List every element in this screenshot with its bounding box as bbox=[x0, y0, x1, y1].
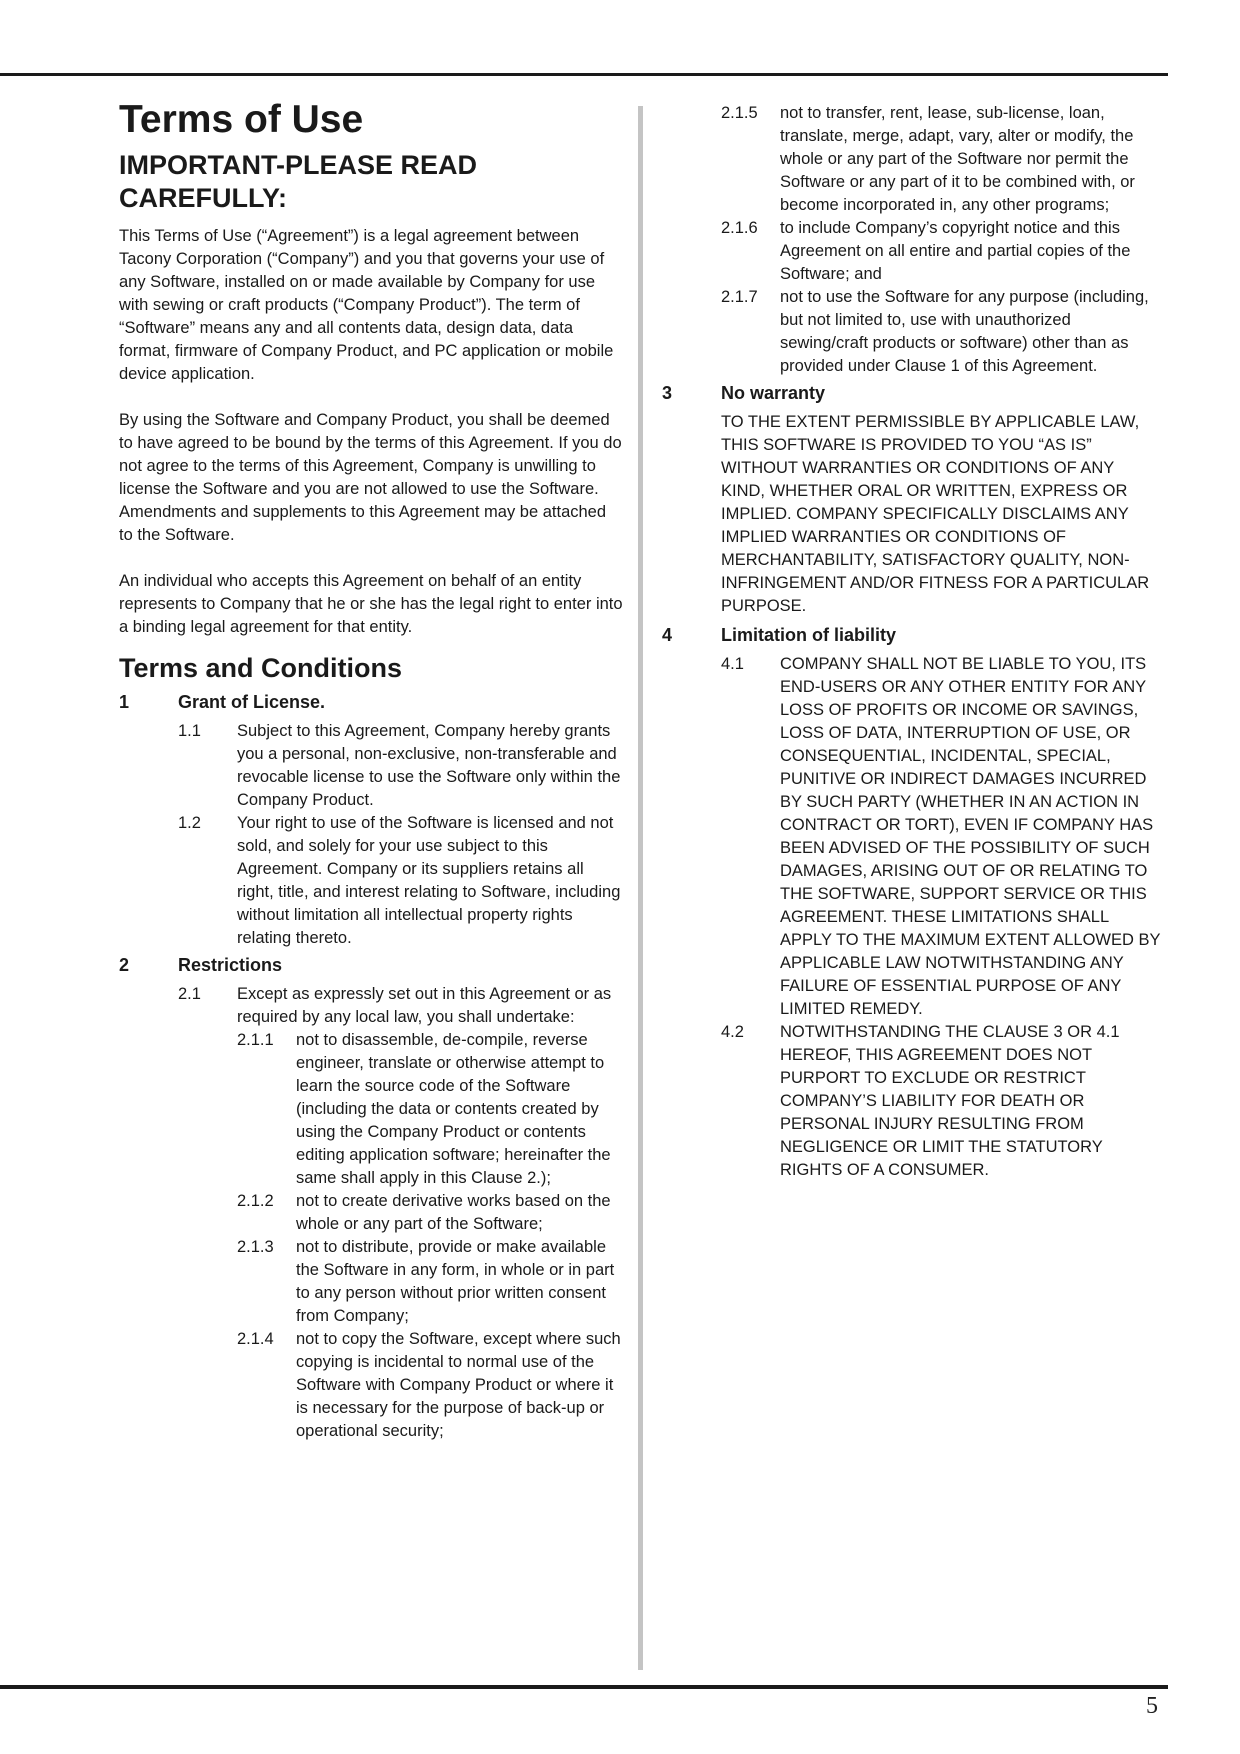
clause-number: 2.1 bbox=[178, 985, 201, 1003]
clause-text: not to create derivative works based on the whole or any part of the Software; bbox=[296, 1192, 611, 1233]
page-title: Terms of Use bbox=[119, 98, 364, 141]
section-4-heading bbox=[662, 624, 1162, 647]
intro-paragraph-2: By using the Software and Company Product, you shall be deemed to have agreed to be bound by the terms of this Agreement. If you do not agree to the terms of this Agreement, Company is unwilling to license the Software and you are not allowed to use the Software. Amendments and supplements to this Agreement may be attached to the Software. bbox=[119, 411, 622, 544]
intro-paragraph-3: An individual who accepts this Agreement on behalf of an entity represents to Company that he or she has the legal right to enter into a binding legal agreement for that entity. bbox=[119, 572, 623, 636]
section-number: 1 bbox=[119, 692, 130, 712]
clause-text: Except as expressly set out in this Agreement or as required by any local law, you shall undertake: bbox=[237, 985, 612, 1026]
clause-4-1 bbox=[662, 653, 1162, 1021]
clause-2-1-3 bbox=[119, 1236, 623, 1328]
section-3-heading bbox=[662, 382, 1162, 405]
clause-number: 2.1.5 bbox=[721, 104, 758, 122]
clause-number: 1.2 bbox=[178, 814, 201, 832]
clause-1-2 bbox=[119, 812, 623, 950]
clause-number: 2.1.4 bbox=[237, 1330, 274, 1348]
clause-4-2 bbox=[662, 1021, 1162, 1182]
clause-2-1-2 bbox=[119, 1190, 623, 1236]
no-warranty-text: TO THE EXTENT PERMISSIBLE BY APPLICABLE LAW, THIS SOFTWARE IS PROVIDED TO YOU “AS IS” WITHOUT WARRANTIES OR CONDITIONS OF ANY KIND, WHETHER ORAL OR WRITTEN, EXPRESS OR IMPLIED. COMPANY SPECIFICALLY DISCLAIMS ANY IMPLIED WARRANTIES OR CONDITIONS OF MERCHANTABILITY, SATISFACTORY QUALITY, NON-INFRINGEMENT AND/OR FITNESS FOR A PARTICULAR PURPOSE. bbox=[721, 413, 1150, 615]
section-2-heading bbox=[119, 954, 623, 977]
clause-2-1-5 bbox=[662, 102, 1162, 217]
section-1-heading bbox=[119, 691, 623, 714]
bottom-rule bbox=[0, 1685, 1168, 1689]
clause-number: 2.1.7 bbox=[721, 288, 758, 306]
section-title: No warranty bbox=[721, 383, 826, 403]
clause-text: Subject to this Agreement, Company hereby grants you a personal, non-exclusive, non-transferable and revocable license to use the Software only within the Company Product. bbox=[237, 722, 621, 809]
intro-paragraph-1: This Terms of Use (“Agreement”) is a legal agreement between Tacony Corporation (“Company”) and you that governs your use of any Software, installed on or made available by Company for use with sewing or craft products (“Company Product”). The term of “Software” means any and all contents data, design data, data format, firmware of Company Product, and PC application or mobile device application. bbox=[119, 227, 614, 383]
clause-number: 2.1.2 bbox=[237, 1192, 274, 1210]
clause-number: 4.1 bbox=[721, 655, 744, 673]
clause-number: 2.1.3 bbox=[237, 1238, 274, 1256]
terms-conditions-heading: Terms and Conditions bbox=[119, 653, 403, 683]
clause-text: COMPANY SHALL NOT BE LIABLE TO YOU, ITS END-USERS OR ANY OTHER ENTITY FOR ANY LOSS OF PROFITS OR INCOME OR SAVINGS, LOSS OF DATA, INTERRUPTION OF USE, OR CONSEQUENTIAL, INCIDENTAL, SPECIAL, PUNITIVE OR INDIRECT DAMAGES INCURRED BY SUCH PARTY (WHETHER IN AN ACTION IN CONTRACT OR TORT), EVEN IF COMPANY HAS BEEN ADVISED OF THE POSSIBILITY OF SUCH DAMAGES, ARISING OUT OF OR RELATING TO THE SOFTWARE, SUPPORT SERVICE OR THIS AGREEMENT. THESE LIMITATIONS SHALL APPLY TO THE MAXIMUM EXTENT ALLOWED BY APPLICABLE LAW NOTWITHSTANDING ANY FAILURE OF ESSENTIAL PURPOSE OF ANY LIMITED REMEDY. bbox=[780, 655, 1161, 1018]
clause-text: to include Company’s copyright notice and this Agreement on all entire and partial copies of the Software; and bbox=[780, 219, 1131, 283]
clause-2-1-4 bbox=[119, 1328, 623, 1443]
top-rule bbox=[0, 73, 1168, 76]
clause-text: Your right to use of the Software is licensed and not sold, and solely for your use subject to this Agreement. Company or its suppliers retains all right, title, and interest relating to Software, including without limitation all intellectual property rights relating thereto. bbox=[237, 814, 621, 947]
right-column bbox=[662, 102, 1162, 1182]
clause-text: not to transfer, rent, lease, sub-license, loan, translate, merge, adapt, vary, alter or modify, the whole or any part of the Software nor permit the Software or any part of it to be combined with, or become incorporated in, any other programs; bbox=[780, 104, 1135, 214]
column-divider bbox=[638, 106, 643, 1670]
left-column bbox=[119, 94, 623, 1443]
section-title: Limitation of liability bbox=[721, 625, 896, 645]
clause-text: not to copy the Software, except where such copying is incidental to normal use of the Software with Company Product or where it is necessary for the purpose of back-up or operational security; bbox=[296, 1330, 621, 1440]
section-number: 4 bbox=[662, 625, 673, 645]
clause-text: not to distribute, provide or make available the Software in any form, in whole or in part to any person without prior written consent from Company; bbox=[296, 1238, 615, 1325]
section-title: Restrictions bbox=[178, 955, 283, 975]
clause-text: not to disassemble, de-compile, reverse engineer, translate or otherwise attempt to learn the source code of the Software (including the data or contents created by using the Company Product or contents editing application software; hereinafter the same shall apply in this Clause 2.); bbox=[296, 1031, 611, 1187]
clause-number: 2.1.1 bbox=[237, 1031, 274, 1049]
clause-2-1 bbox=[119, 983, 623, 1029]
clause-1-1 bbox=[119, 720, 623, 812]
clause-2-1-7 bbox=[662, 286, 1162, 378]
clause-number: 4.2 bbox=[721, 1023, 744, 1041]
section-title: Grant of License. bbox=[178, 692, 326, 712]
clause-2-1-1 bbox=[119, 1029, 623, 1190]
clause-number: 1.1 bbox=[178, 722, 201, 740]
section-number: 3 bbox=[662, 383, 673, 403]
clause-2-1-6 bbox=[662, 217, 1162, 286]
clause-number: 2.1.6 bbox=[721, 219, 758, 237]
section-number: 2 bbox=[119, 955, 130, 975]
clause-text: not to use the Software for any purpose (including, but not limited to, use with unauthorized sewing/craft products or software) other than as provided under Clause 1 of this Agreement. bbox=[780, 288, 1149, 375]
clause-text: NOTWITHSTANDING THE CLAUSE 3 OR 4.1 HEREOF, THIS AGREEMENT DOES NOT PURPORT TO EXCLUDE OR RESTRICT COMPANY’S LIABILITY FOR DEATH OR PERSONAL INJURY RESULTING FROM NEGLIGENCE OR LIMIT THE STATUTORY RIGHTS OF A CONSUMER. bbox=[780, 1023, 1120, 1179]
important-heading: IMPORTANT-PLEASE READ CAREFULLY: bbox=[119, 150, 478, 213]
page-number: 5 bbox=[1146, 1693, 1158, 1719]
